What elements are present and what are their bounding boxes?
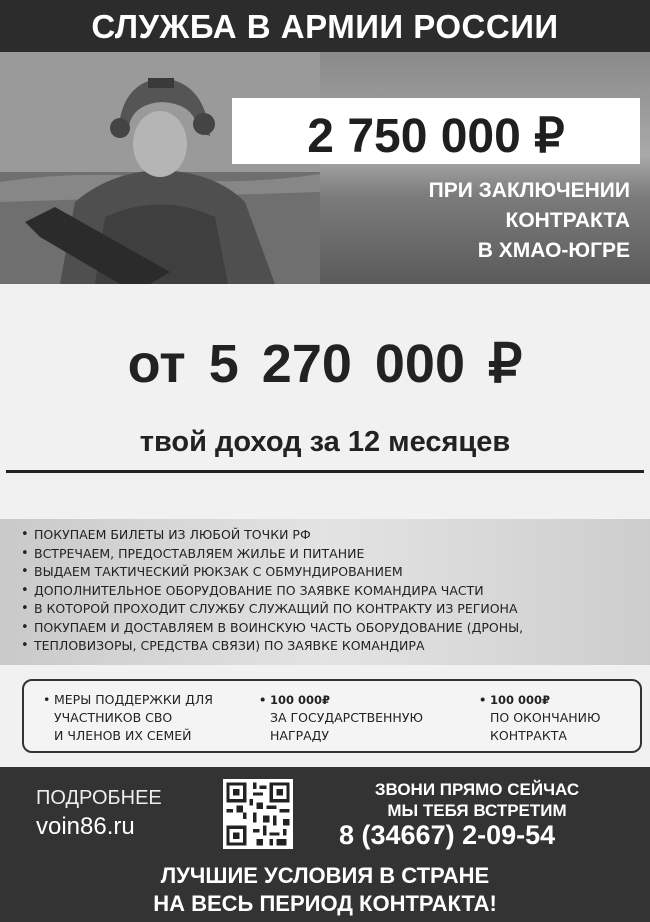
website-link[interactable]: voin86.ru <box>36 813 135 840</box>
slogan <box>0 862 650 918</box>
slogan-line: НА ВЕСЬ ПЕРИОД КОНТРАКТА! <box>153 891 497 916</box>
award-amount: • 100 000₽ <box>270 691 423 709</box>
support-col-contract-end <box>490 691 601 745</box>
poster-title: СЛУЖБА В АРМИИ РОССИИ <box>91 8 559 45</box>
support-measures-box <box>22 679 642 753</box>
benefit-item: • ДОПОЛНИТЕЛЬНОЕ ОБОРУДОВАНИЕ ПО ЗАЯВКЕ КОМАНДИРА ЧАСТИ <box>34 582 650 601</box>
footer-band <box>0 767 650 922</box>
call-line: МЫ ТЕБЯ ВСТРЕТИМ <box>387 801 567 820</box>
contract-end-amount: • 100 000₽ <box>490 691 601 709</box>
qr-code-icon[interactable] <box>223 779 293 849</box>
contract-line: КОНТРАКТА <box>505 209 630 232</box>
support-line: • МЕРЫ ПОДДЕРЖКИ ДЛЯ <box>54 691 213 709</box>
benefit-item: • ПОКУПАЕМ БИЛЕТЫ ИЗ ЛЮБОЙ ТОЧКИ РФ <box>34 526 650 545</box>
soldier-photo <box>0 52 320 284</box>
support-line: ПО ОКОНЧАНИЮ <box>490 710 601 725</box>
contract-line: В ХМАО-ЮГРЕ <box>477 239 630 262</box>
slogan-line: ЛУЧШИЕ УСЛОВИЯ В СТРАНЕ <box>160 863 490 888</box>
benefits-list <box>0 519 650 665</box>
benefit-item-continuation: • В КОТОРОЙ ПРОХОДИТ СЛУЖБУ СЛУЖАЩИЙ ПО КОНТРАКТУ ИЗ РЕГИОНА <box>34 600 650 619</box>
income-caption: твой доход за 12 месяцев <box>139 426 511 458</box>
support-line: НАГРАДУ <box>270 728 330 743</box>
support-col-measures <box>54 691 213 745</box>
call-now-text <box>342 779 612 821</box>
signing-bonus: 2 750 000 ₽ <box>307 110 565 163</box>
benefit-item: • ПОКУПАЕМ И ДОСТАВЛЯЕМ В ВОИНСКУЮ ЧАСТЬ ОБОРУДОВАНИЕ (ДРОНЫ, <box>34 619 650 638</box>
benefit-item: • ВСТРЕЧАЕМ, ПРЕДОСТАВЛЯЕМ ЖИЛЬЕ И ПИТАНИЕ <box>34 545 650 564</box>
call-line: ЗВОНИ ПРЯМО СЕЙЧАС <box>374 780 580 799</box>
support-line: КОНТРАКТА <box>490 728 567 743</box>
divider <box>6 470 644 473</box>
support-line: ЗА ГОСУДАРСТВЕННУЮ <box>270 710 423 725</box>
support-col-award <box>270 691 423 745</box>
contract-condition <box>429 176 630 266</box>
contract-line: ПРИ ЗАКЛЮЧЕНИИ <box>428 179 630 202</box>
phone-number[interactable]: 8 (34667) 2-09-54 <box>339 820 556 850</box>
benefit-item-continuation: • ТЕПЛОВИЗОРЫ, СРЕДСТВА СВЯЗИ) ПО ЗАЯВКЕ КОМАНДИРА <box>34 637 650 656</box>
support-line: УЧАСТНИКОВ СВО <box>54 710 173 725</box>
support-line: И ЧЛЕНОВ ИХ СЕМЕЙ <box>54 728 192 743</box>
benefit-item: • ВЫДАЕМ ТАКТИЧЕСКИЙ РЮКЗАК С ОБМУНДИРОВАНИЕМ <box>34 563 650 582</box>
income-amount: от 5 270 000 ₽ <box>127 334 523 394</box>
more-info-label: ПОДРОБНЕЕ <box>36 787 162 809</box>
